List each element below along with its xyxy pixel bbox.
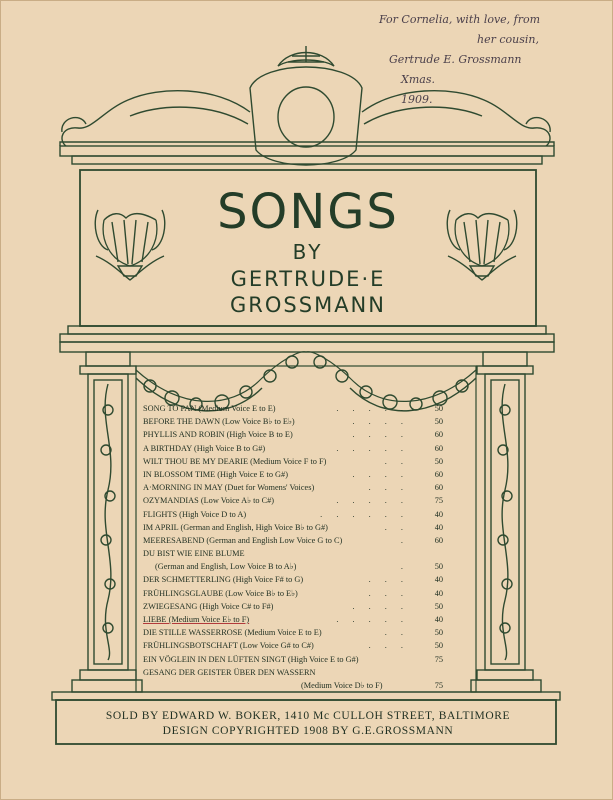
song-price: 40 — [434, 615, 443, 624]
song-entry — [143, 521, 443, 534]
song-price: 75 — [434, 680, 443, 690]
song-price: 60 — [434, 469, 443, 479]
dot-leader: . . . . — [352, 601, 409, 611]
song-entry — [143, 626, 443, 639]
song-price: 50 — [434, 601, 443, 611]
song-entry — [143, 613, 443, 626]
composer-first-name: GERTRUDE·E — [230, 267, 386, 291]
dot-leader: . . . . . — [336, 443, 409, 453]
dot-leader: . . . — [368, 588, 409, 598]
composer-last-name: GROSSMANN — [230, 293, 386, 317]
song-price: 40 — [434, 575, 443, 585]
copyright-line: DESIGN COPYRIGHTED 1908 BY G.E.GROSSMANN — [162, 725, 454, 737]
song-price: 60 — [434, 430, 443, 440]
dot-leader: . . . . — [352, 469, 409, 479]
song-price: 75 — [434, 654, 443, 664]
song-price: 50 — [434, 562, 443, 572]
song-title: FLIGHTS (High Voice D to A) — [143, 509, 247, 519]
song-title: FRÜHLINGSBOTSCHAFT (Low Voice G# to C#) — [143, 641, 314, 651]
song-entry — [143, 442, 443, 455]
song-title: MEERESABEND (German and English Low Voice G to C) — [143, 535, 343, 545]
dot-leader: . . . — [368, 483, 409, 493]
dot-leader: . . . . . — [336, 496, 409, 506]
song-price: 40 — [434, 522, 443, 532]
publisher-footer — [58, 709, 558, 739]
dot-leader: . . . . — [352, 417, 409, 427]
song-price: 60 — [434, 443, 443, 453]
inscription-signature: Gertrude E. Grossmann — [389, 53, 522, 66]
song-title: BEFORE THE DAWN (Low Voice B♭ to E♭) — [143, 417, 295, 427]
song-title: FRÜHLINGSGLAUBE (Low Voice B♭ to E♭) — [143, 588, 298, 598]
song-entry — [143, 415, 443, 428]
song-price: 60 — [434, 483, 443, 493]
dot-leader: . . — [384, 628, 409, 638]
song-entry — [143, 508, 443, 521]
song-title: DU BIST WIE EINE BLUME — [143, 549, 245, 559]
dot-leader: . — [400, 562, 409, 572]
song-price: 50 — [434, 641, 443, 651]
title-panel — [80, 172, 536, 322]
song-entry — [143, 547, 443, 560]
song-title: IM APRIL (German and English, High Voice B♭ to G#) — [143, 522, 328, 532]
song-price: 40 — [434, 509, 443, 519]
song-list — [143, 402, 443, 692]
dot-leader: . — [400, 535, 409, 545]
song-entry — [143, 666, 443, 679]
song-title: EIN VÖGLEIN IN DEN LÜFTEN SINGT (High Voice E to G#) — [143, 654, 359, 664]
dot-leader: . . . . . — [336, 615, 409, 624]
song-title: LIEBE (Medium Voice E♭ to F) — [143, 615, 250, 624]
song-entry — [143, 468, 443, 481]
song-subtitle: (Medium Voice D♭ to F) — [301, 680, 383, 690]
song-title: A·MORNING IN MAY (Duet for Womens' Voices) — [143, 483, 315, 493]
song-title: DER SCHMETTERLING (High Voice F# to G) — [143, 575, 304, 585]
song-title: IN BLOSSOM TIME (High Voice E to G#) — [143, 469, 288, 479]
song-entry — [143, 455, 443, 468]
song-price: 60 — [434, 535, 443, 545]
byline-label: BY — [292, 240, 324, 264]
inscription-line: For Cornelia, with love, from — [379, 13, 541, 26]
inscription-line: her cousin, — [477, 33, 539, 46]
song-entry — [143, 402, 443, 415]
song-entry — [143, 573, 443, 586]
song-entry — [143, 587, 443, 600]
seller-line: SOLD BY EDWARD W. BOKER, 1410 Mc CULLOH STREET, BALTIMORE — [105, 710, 511, 722]
song-title: A BIRTHDAY (High Voice B to G#) — [143, 443, 266, 453]
handwritten-inscription — [373, 10, 583, 110]
dot-leader: . . — [384, 522, 409, 532]
song-entry — [143, 600, 443, 613]
dot-leader: . . . — [368, 641, 409, 651]
dot-leader: . . . . . — [336, 404, 409, 413]
song-entry-continuation — [143, 560, 443, 573]
dot-leader: . . — [384, 456, 409, 466]
cartouche-shape — [250, 67, 362, 165]
page-title: SONGS — [217, 184, 399, 240]
dot-leader: . . . . — [352, 430, 409, 440]
inscription-date: 1909. — [401, 93, 433, 106]
song-entry-continuation — [143, 679, 443, 692]
song-title: DIE STILLE WASSERROSE (Medium Voice E to E) — [143, 628, 322, 638]
composer-name — [80, 266, 536, 318]
song-title: WILT THOU BE MY DEARIE (Medium Voice F to F) — [143, 456, 327, 466]
inscription-line: Xmas. — [401, 73, 435, 86]
song-entry — [143, 481, 443, 494]
song-entry — [143, 534, 443, 547]
song-price: 50 — [434, 404, 443, 413]
song-price: 40 — [434, 588, 443, 598]
song-price: 50 — [434, 417, 443, 427]
song-price: 75 — [434, 496, 443, 506]
song-subtitle: (German and English, Low Voice B to A♭) — [155, 562, 297, 572]
song-title: ZWIEGESANG (High Voice C# to F#) — [143, 601, 274, 611]
dot-leader: . . . . . . — [320, 509, 409, 519]
song-entry — [143, 494, 443, 507]
song-entry — [143, 428, 443, 441]
song-entry — [143, 653, 443, 666]
song-title: SONG TO PAN (Medium Voice E to E) — [143, 404, 276, 413]
song-title: GESANG DER GEISTER ÜBER DEN WASSERN — [143, 667, 316, 677]
song-entry — [143, 639, 443, 652]
song-price: 50 — [434, 628, 443, 638]
song-title: OZYMANDIAS (Low Voice A♭ to C#) — [143, 496, 275, 506]
song-title: PHYLLIS AND ROBIN (High Voice B to E) — [143, 430, 293, 440]
dot-leader: . . . — [368, 575, 409, 585]
song-price: 50 — [434, 456, 443, 466]
